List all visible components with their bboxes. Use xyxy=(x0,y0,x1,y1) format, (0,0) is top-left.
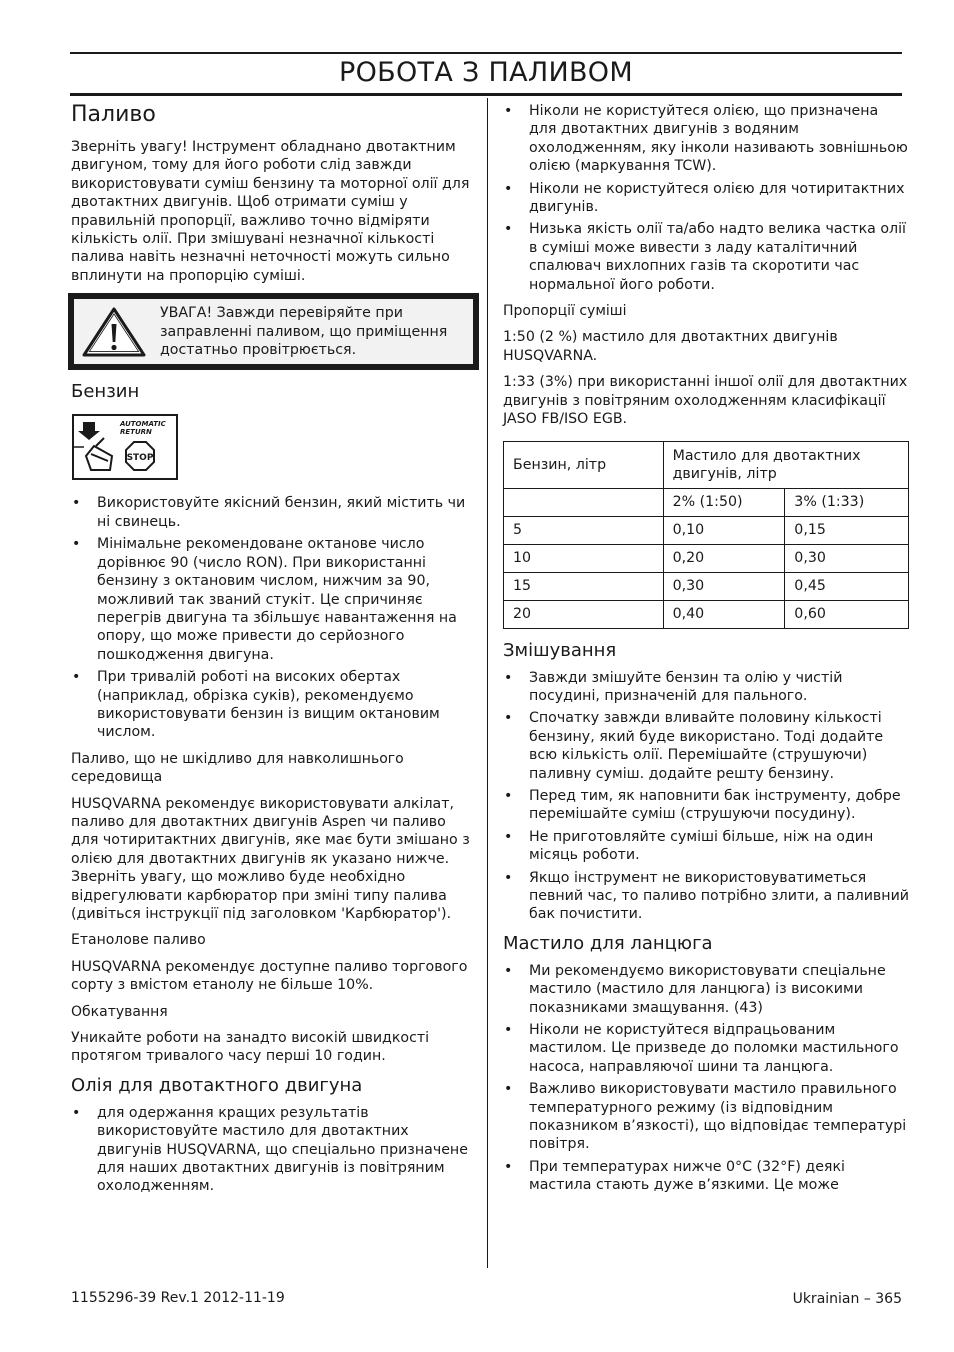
oil-bullets-continued xyxy=(503,102,909,294)
warning-text: УВАГА! Завжди перевіряйте при заправленні паливом, що приміщення достатньо провітрюється. xyxy=(160,305,448,359)
list-item: • Ніколи не користуйтеся відпрацьованим мастилом. Це призведе до поломки мастильного насоса, направляючої шини та ланцюга. xyxy=(503,1021,909,1076)
list-item: • Ніколи не користуйтеся олією, що призначена для двотактних двигунів з водяним охолодженням, яку інколи називають зовнішньою олією (маркування TCW). xyxy=(503,102,909,176)
list-item: • При температурах нижче 0°C (32°F) деякі мастила стають дуже в’язкими. Це може xyxy=(503,1158,909,1195)
list-item: • Спочатку завжди вливайте половину кількості бензину, який буде використано. Тоді додайте всю кількість олії. Перемішайте (струшуючи) паливну суміш. додайте решту бензину. xyxy=(503,709,909,783)
ethanol-paragraph: HUSQVARNA рекомендує доступне паливо торгового сорту з вмістом етанолу не більше 10%. xyxy=(71,958,468,994)
table-cell: 0,20 xyxy=(663,544,785,572)
ratio-paragraph-2: 1:33 (3%) при використанні іншої олії для двотактних двигунів з повітряним охолодженням класифікації JASO FB/ISO EGB. xyxy=(503,374,908,428)
list-item: • Використовуйте якісний бензин, який містить чи ні свинець. xyxy=(71,494,471,531)
runin-subheading: Обкатування xyxy=(71,1003,168,1020)
table-cell: 10 xyxy=(504,544,664,572)
list-item: • Якщо інструмент не використовуватиметься певний час, то паливо потрібно злити, а паливний бак почистити. xyxy=(503,869,909,924)
ethanol-subheading: Етанолове паливо xyxy=(71,932,206,949)
table-cell: 0,30 xyxy=(663,572,785,600)
list-item: • для одержання кращих результатів використовуйте мастило для двотактних двигунів HUSQVARNA, що спеціально призначене для наших двотактних двигунів із повітряним охолодженням. xyxy=(71,1104,471,1196)
eco-subheading: Паливо, що не шкідливо для навколишнього середовища xyxy=(71,750,404,786)
footer-doc-id: 1155296-39 Rev.1 2012-11-19 xyxy=(71,1290,285,1306)
table-cell: 5 xyxy=(504,516,664,544)
top-rule xyxy=(70,52,902,54)
table-subheader-row xyxy=(504,488,909,516)
pictogram-label-1: AUTOMATIC xyxy=(120,420,166,429)
table-row xyxy=(504,516,909,544)
list-item: • Перед тим, як наповнити бак інструменту, добре перемішайте суміш (струшуючи посудину). xyxy=(503,787,909,824)
section-heading-oil: Олія для двотактного двигуна xyxy=(71,1074,363,1096)
warning-triangle-icon xyxy=(80,306,148,358)
warning-box xyxy=(68,293,479,370)
list-item: • Ніколи не користуйтеся олією для чотиритактних двигунів. xyxy=(503,180,909,217)
pictogram-stop: STOP xyxy=(126,453,154,464)
table-row xyxy=(504,572,909,600)
footer-page-number: Ukrainian – 365 xyxy=(792,1291,902,1307)
section-heading-chain-oil: Мастило для ланцюга xyxy=(503,932,713,954)
column-divider xyxy=(487,98,488,1268)
list-item: • Мінімальне рекомендоване октанове число дорівнює 90 (число RON). При використанні бензину з октановим числом, нижчим за 90, можливий так званий стукіт. Це спричиняє перегрів двигуна та збільшує навантаження на опору, що може привести до серйозного пошкодження двигуна. xyxy=(71,535,471,664)
table-header-row xyxy=(504,441,909,488)
page-title: РОБОТА З ПАЛИВОМ xyxy=(339,57,633,88)
right-column xyxy=(503,102,909,1203)
petrol-bullets xyxy=(71,494,471,741)
table-cell: 0,45 xyxy=(785,572,909,600)
pictogram-label-2: RETURN xyxy=(120,428,152,437)
list-item: • Не приготовляйте суміші більше, ніж на один місяць роботи. xyxy=(503,828,909,865)
table-subheader-3pct: 3% (1:33) xyxy=(785,488,909,516)
section-heading-mixing: Змішування xyxy=(503,639,617,661)
ratio-subheading: Пропорції суміші xyxy=(503,303,627,320)
table-row xyxy=(504,544,909,572)
list-item: • Важливо використовувати мастило правильного температурного режиму (із відповідним показником в’язкості), що відповідає температурі повітря. xyxy=(503,1080,909,1154)
table-cell: 0,15 xyxy=(785,516,909,544)
list-item: • При тривалій роботі на високих обертах (наприклад, обрізка суків), рекомендуємо використовувати бензин із вищим октановим числом. xyxy=(71,668,471,742)
title-rule xyxy=(70,93,902,96)
warning-box-inner xyxy=(74,299,473,364)
table-cell: 15 xyxy=(504,572,664,600)
table-cell: 0,10 xyxy=(663,516,785,544)
mixing-bullets xyxy=(503,669,909,924)
list-item: • Завжди змішуйте бензин та олію у чистій посудині, призначеній для пального. xyxy=(503,669,909,706)
table-cell xyxy=(504,488,664,516)
table-subheader-2pct: 2% (1:50) xyxy=(663,488,785,516)
chain-oil-bullets xyxy=(503,962,909,1195)
intro-paragraph: Зверніть увагу! Інструмент обладнано двотактним двигуном, тому для його роботи слід завжди використовувати суміш бензину та моторної олії для двотактних двигунів. Щоб отримати суміш у правильній пропорції, важливо точно відміряти кількість олії. При змішувані незначної кількості палива навіть незначні неточності можуть сильно вплинути на пропорцію суміші. xyxy=(71,139,470,284)
mix-ratio-table xyxy=(503,441,909,629)
section-heading-fuel: Паливо xyxy=(71,102,156,127)
table-row xyxy=(504,600,909,628)
automatic-return-stop-icon xyxy=(72,414,178,480)
eco-paragraph: HUSQVARNA рекомендує використовувати алкілат, паливо для двотактних двигунів Aspen чи паливо для чотиритактних двигунів, яке має бути змішано з олією для двотактних двигунів як указано нижче. Зверніть увагу, що можливо буде необхідно відрегулювати карбюратор при зміні типу палива (дивіться інструкції під заголовком 'Карбюратор'). xyxy=(71,795,470,922)
table-cell: 0,40 xyxy=(663,600,785,628)
table-cell: 0,60 xyxy=(785,600,909,628)
table-cell: 0,30 xyxy=(785,544,909,572)
runin-paragraph: Уникайте роботи на занадто високій швидкості протягом тривалого часу перші 10 годин. xyxy=(71,1030,430,1065)
table-header-oil: Мастило для двотактних двигунів, літр xyxy=(663,441,908,488)
section-heading-petrol: Бензин xyxy=(71,381,140,403)
oil-bullets xyxy=(71,1104,471,1196)
list-item: • Ми рекомендуємо використовувати спеціальне мастило (мастило для ланцюга) із високими показниками змащування. (43) xyxy=(503,962,909,1017)
list-item: • Низька якість олії та/або надто велика частка олії в суміші може вивести з ладу каталітичний спалювач вихлопних газів та скоротити час нормальної його роботи. xyxy=(503,220,909,294)
table-cell: 20 xyxy=(504,600,664,628)
ratio-paragraph-1: 1:50 (2 %) мастило для двотактних двигунів HUSQVARNA. xyxy=(503,329,838,364)
table-header-petrol: Бензин, літр xyxy=(504,441,664,488)
left-column xyxy=(71,100,471,1204)
